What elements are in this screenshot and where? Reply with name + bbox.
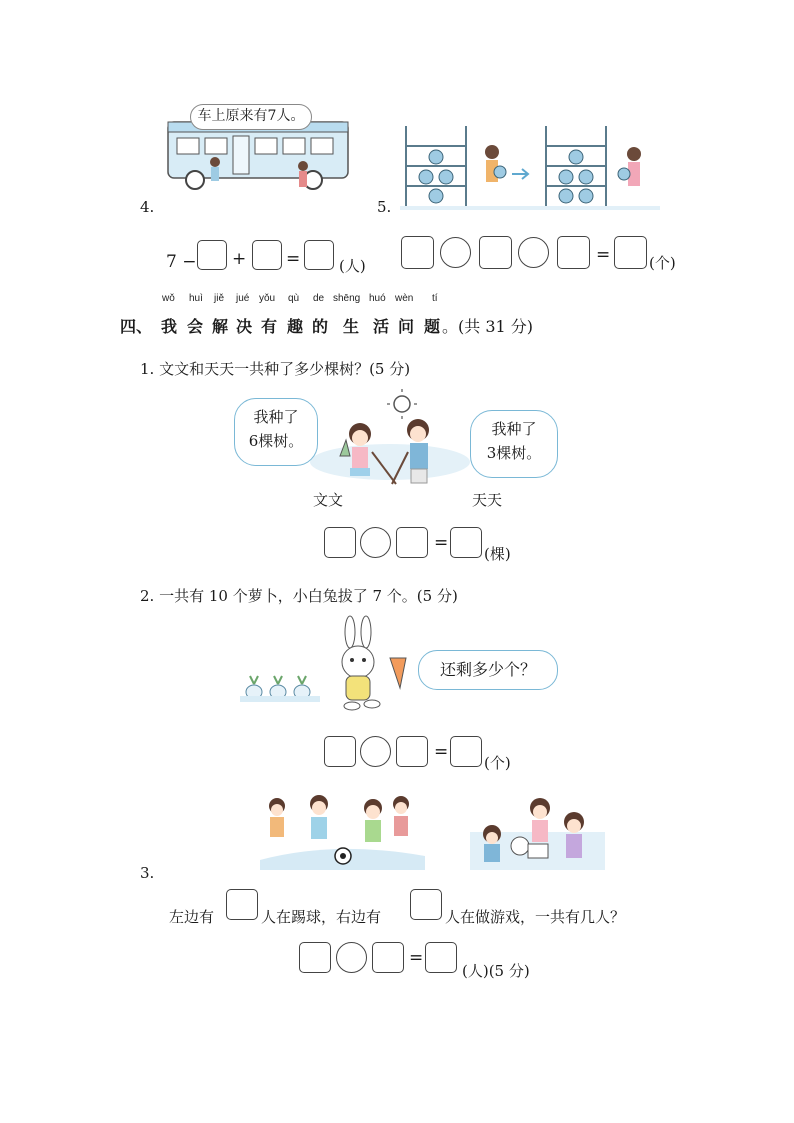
heading-char-10: 问 bbox=[398, 317, 415, 336]
q4-equals-sign: = bbox=[286, 249, 301, 269]
playing-girls-icon bbox=[470, 792, 605, 872]
p1-scene bbox=[300, 392, 480, 502]
q4-eq-start: 7 − bbox=[166, 252, 197, 272]
p1-equals-sign: = bbox=[434, 533, 449, 553]
pinyin-1: wǒ bbox=[162, 293, 175, 304]
p2-scene bbox=[240, 618, 420, 718]
p2-answer-box-1[interactable] bbox=[324, 736, 356, 767]
heading-char-8: 生 bbox=[343, 317, 360, 336]
pinyin-2: huì bbox=[189, 293, 203, 304]
q5-answer-box-4[interactable] bbox=[614, 236, 647, 269]
q4-plus-sign: + bbox=[232, 249, 247, 269]
heading-char-7: 的 bbox=[312, 317, 329, 336]
heading-suffix: 。(共 31 分) bbox=[442, 317, 534, 336]
q4-answer-box-3[interactable] bbox=[304, 240, 334, 270]
p1-unit: (棵) bbox=[484, 545, 511, 563]
section-4-prefix: 四、 bbox=[120, 317, 153, 336]
section-4-heading bbox=[120, 314, 152, 337]
q5-equals-sign: = bbox=[596, 245, 611, 265]
q5-shelf-illustration bbox=[400, 122, 660, 212]
p3-left-count-box[interactable] bbox=[226, 889, 258, 920]
heading-char-4: 决 bbox=[236, 317, 253, 336]
p3-play-scene bbox=[470, 792, 605, 872]
heading-char-11: 题 bbox=[424, 317, 441, 336]
p1-bubble-wenwen bbox=[234, 398, 318, 466]
p1-name-tiantian: 天天 bbox=[472, 491, 503, 509]
p3-unit: (人)(5 分) bbox=[462, 962, 530, 980]
pinyin-5: yǒu bbox=[259, 293, 276, 304]
p2-unit: (个) bbox=[484, 754, 511, 772]
p3-answer-box-1[interactable] bbox=[299, 942, 331, 973]
q5-answer-box-2[interactable] bbox=[479, 236, 512, 269]
q5-answer-box-3[interactable] bbox=[557, 236, 590, 269]
p1-name-wenwen: 文文 bbox=[313, 491, 344, 509]
p3-number: 3. bbox=[140, 864, 155, 882]
pinyin-7: de bbox=[313, 293, 325, 304]
p2-answer-box-3[interactable] bbox=[450, 736, 482, 767]
p1-answer-box-3[interactable] bbox=[450, 527, 482, 558]
p2-speech-bubble: 还剩多少个？ bbox=[418, 650, 558, 690]
q4-answer-box-1[interactable] bbox=[197, 240, 227, 270]
p1-bubble-wenwen-line2: 6棵树。 bbox=[248, 432, 304, 450]
pinyin-8: shēng bbox=[333, 293, 361, 304]
p1-bubble-wenwen-line1: 我种了 bbox=[253, 408, 299, 426]
pinyin-9: huó bbox=[369, 293, 386, 304]
p2-operator-circle[interactable] bbox=[360, 736, 391, 767]
problem-2-question: 2. 一共有 10 个萝卜，小白兔拔了 7 个。(5 分) bbox=[140, 587, 458, 605]
p1-bubble-tiantian-line1: 我种了 bbox=[491, 420, 537, 438]
heading-char-2: 会 bbox=[187, 317, 204, 336]
p1-answer-box-1[interactable] bbox=[324, 527, 356, 558]
q4-unit: (人) bbox=[339, 257, 366, 275]
planting-scene-icon bbox=[300, 392, 480, 502]
p1-answer-box-2[interactable] bbox=[396, 527, 428, 558]
q5-operator-circle-2[interactable] bbox=[518, 237, 549, 268]
q4-speech-bubble: 车上原来有7人。 bbox=[190, 104, 312, 130]
rabbit-carrots-icon bbox=[240, 618, 420, 718]
p3-text-a: 左边有 bbox=[169, 908, 215, 926]
q4-answer-box-2[interactable] bbox=[252, 240, 282, 270]
p3-operator-circle[interactable] bbox=[336, 942, 367, 973]
pinyin-4: jué bbox=[236, 293, 250, 304]
heading-char-9: 活 bbox=[373, 317, 390, 336]
pinyin-10: wèn bbox=[395, 293, 414, 304]
p1-bubble-tiantian bbox=[470, 410, 558, 478]
soccer-kids-icon bbox=[255, 790, 430, 872]
q4-number: 4. bbox=[140, 198, 155, 216]
pinyin-11: tí bbox=[432, 293, 438, 304]
q5-unit: (个) bbox=[649, 254, 676, 272]
p3-answer-box-3[interactable] bbox=[425, 942, 457, 973]
p3-soccer-scene bbox=[255, 790, 430, 872]
pinyin-3: jiě bbox=[214, 293, 225, 304]
q5-operator-circle-1[interactable] bbox=[440, 237, 471, 268]
heading-char-3: 解 bbox=[212, 317, 229, 336]
p3-text-c: 人在做游戏，一共有几人？ bbox=[445, 908, 626, 926]
heading-char-6: 趣 bbox=[287, 317, 304, 336]
p3-text-b: 人在踢球，右边有 bbox=[261, 908, 382, 926]
p1-operator-circle[interactable] bbox=[360, 527, 391, 558]
problem-1-question: 1. 文文和天天一共种了多少棵树？(5 分) bbox=[140, 360, 411, 378]
heading-char-5: 有 bbox=[261, 317, 278, 336]
p3-right-count-box[interactable] bbox=[410, 889, 442, 920]
p3-answer-box-2[interactable] bbox=[372, 942, 404, 973]
p2-equals-sign: = bbox=[434, 742, 449, 762]
q5-number: 5. bbox=[377, 198, 392, 216]
q5-answer-box-1[interactable] bbox=[401, 236, 434, 269]
p3-equals-sign: = bbox=[409, 948, 424, 968]
shelf-icon bbox=[400, 122, 660, 212]
p2-answer-box-2[interactable] bbox=[396, 736, 428, 767]
pinyin-6: qù bbox=[288, 293, 300, 304]
p1-bubble-tiantian-line2: 3棵树。 bbox=[486, 444, 542, 462]
